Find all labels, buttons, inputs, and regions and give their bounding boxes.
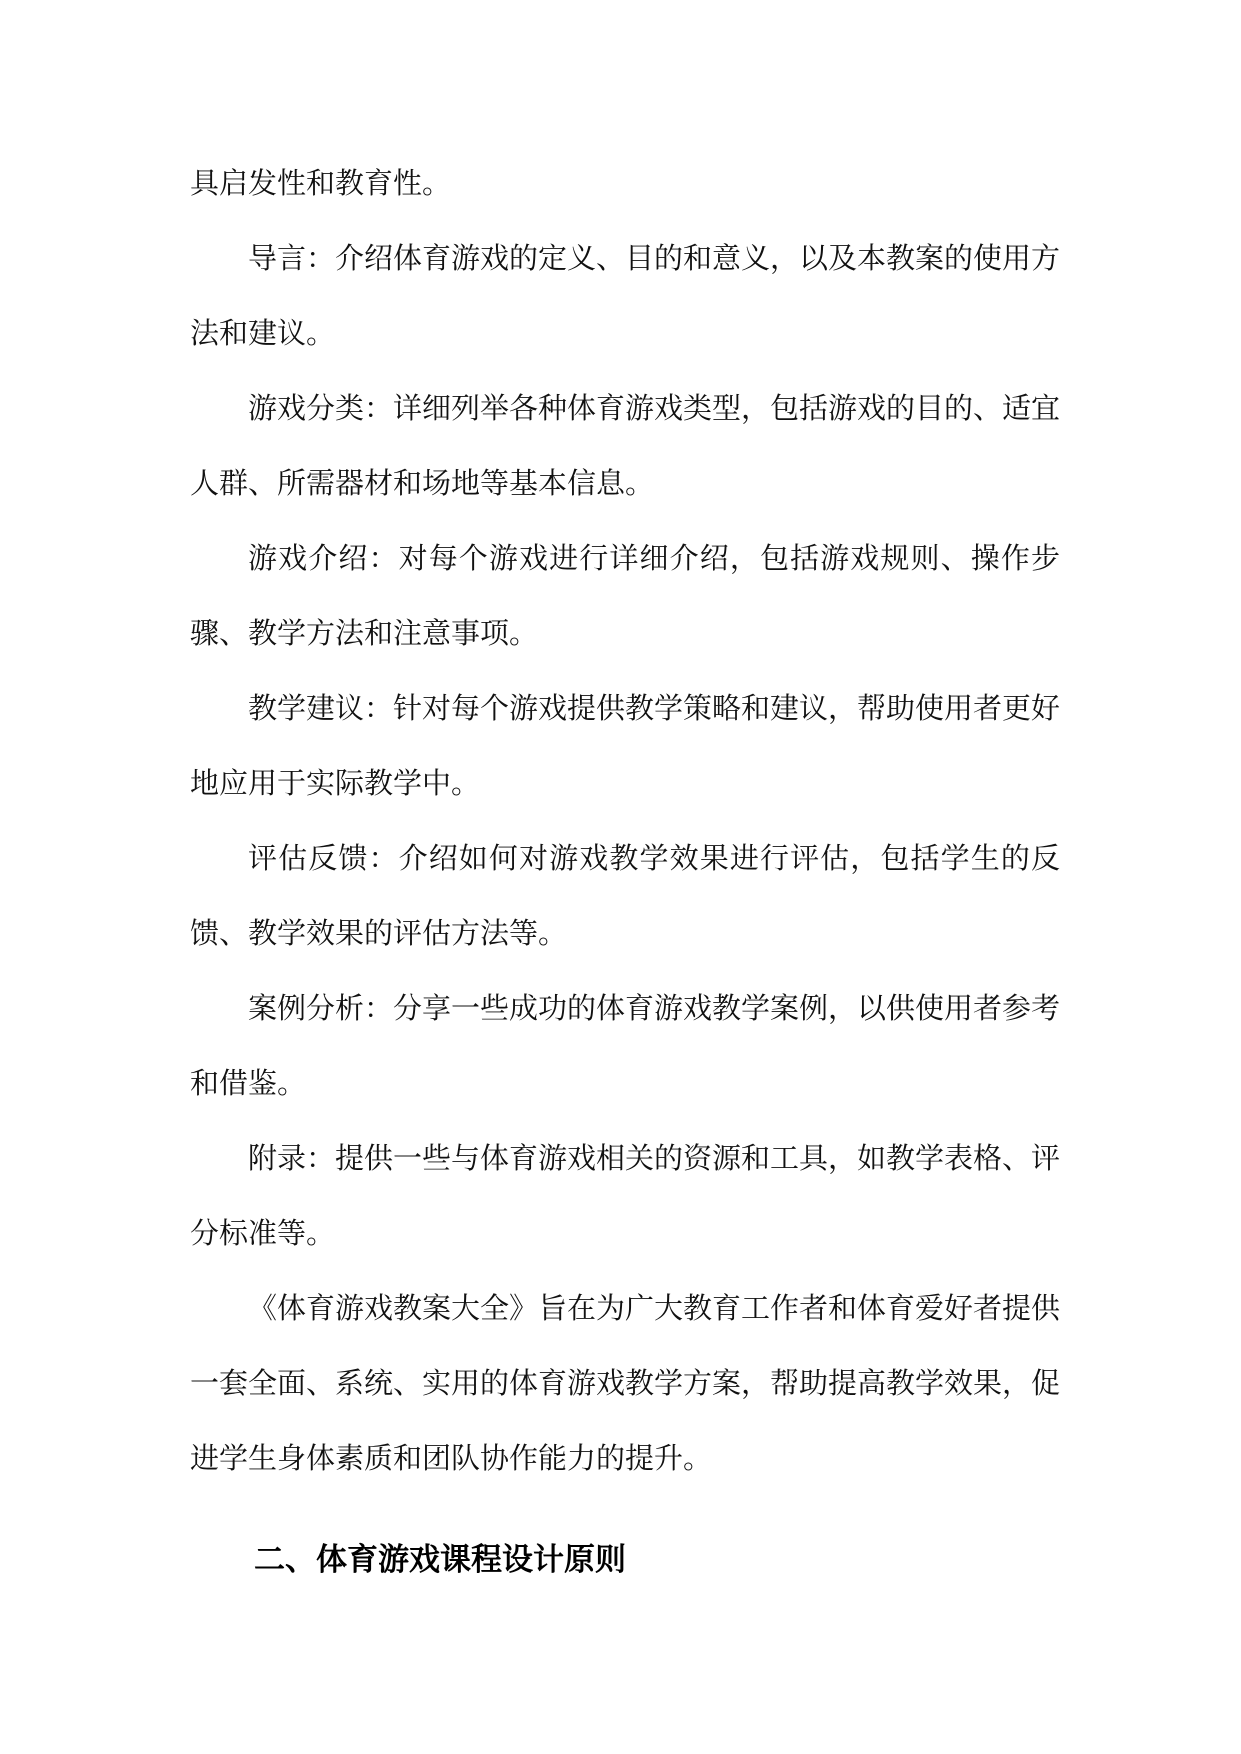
paragraph-game-introduction: 游戏介绍：对每个游戏进行详细介绍，包括游戏规则、操作步骤、教学方法和注意事项。 xyxy=(190,541,1060,650)
paragraph-teaching-advice: 教学建议：针对每个游戏提供教学策略和建议，帮助使用者更好地应用于实际教学中。 xyxy=(190,691,1061,800)
paragraph-evaluation-feedback: 评估反馈：介绍如何对游戏教学效果进行评估，包括学生的反馈、教学效果的评估方法等。 xyxy=(190,841,1060,950)
paragraph-continuation: 具启发性和教育性。 xyxy=(190,166,452,200)
paragraph-game-classification: 游戏分类：详细列举各种体育游戏类型，包括游戏的目的、适宜人群、所需器材和场地等基本信息。 xyxy=(190,391,1061,500)
body-text xyxy=(190,146,1060,1496)
paragraph-introduction: 导言：介绍体育游戏的定义、目的和意义，以及本教案的使用方法和建议。 xyxy=(190,241,1061,350)
paragraph-summary: 《体育游戏教案大全》旨在为广大教育工作者和体育爱好者提供一套全面、系统、实用的体育游戏教学方案，帮助提高教学效果，促进学生身体素质和团队协作能力的提升。 xyxy=(190,1291,1061,1475)
paragraph-case-analysis: 案例分析：分享一些成功的体育游戏教学案例，以供使用者参考和借鉴。 xyxy=(190,991,1061,1100)
section-heading: 二、体育游戏课程设计原则 xyxy=(254,1542,626,1578)
paragraph-appendix: 附录：提供一些与体育游戏相关的资源和工具，如教学表格、评分标准等。 xyxy=(190,1141,1061,1250)
